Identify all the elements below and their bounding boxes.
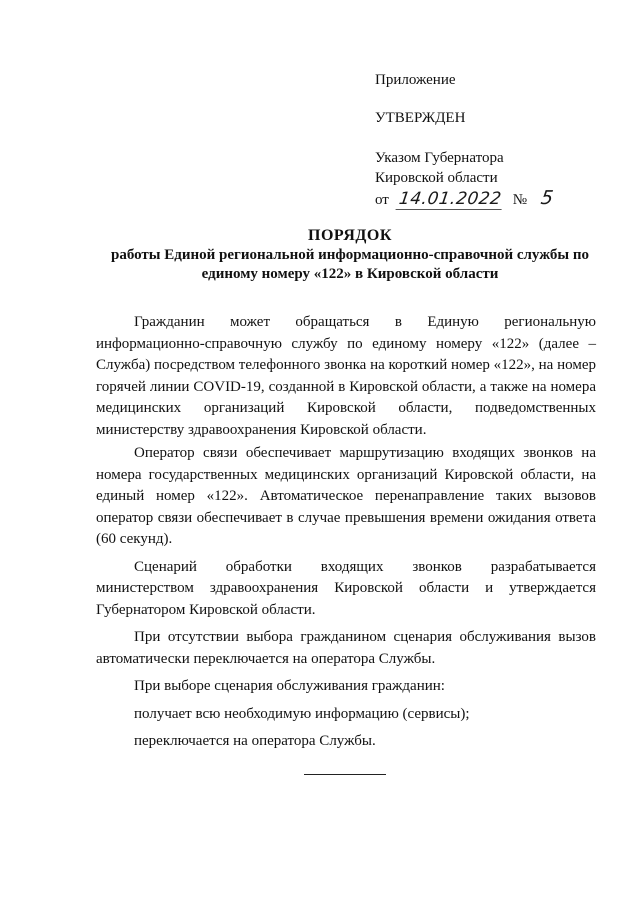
approved-label: УТВЕРЖДЕН xyxy=(375,110,466,126)
list-item-1: получает всю необходимую информацию (сервисы); xyxy=(134,705,470,722)
paragraph-5: При выборе сценария обслуживания гражданин: xyxy=(134,678,445,694)
handwritten-number: 5 xyxy=(539,187,555,209)
decree-line-1: Указом Губернатора xyxy=(375,150,504,166)
document-title-block xyxy=(60,226,640,284)
paragraph-2: Оператор связи обеспечивает маршрутизацию входящих звонков на номера государственных медицинских организаций Кировской области, на единый номер «122». Автоматическое перенаправление таких вызовов оператор связи обеспечивает в случае превышения времени ожидания ответа (60 секунд). xyxy=(96,445,596,547)
number-sign: № xyxy=(512,192,528,208)
appendix-label: Приложение xyxy=(375,72,456,88)
document-subtitle: работы Единой региональной информационно-справочной службы по единому номеру «122» в Кировской области xyxy=(110,247,590,282)
paragraph-4: При отсутствии выбора гражданином сценария обслуживания вызов автоматически переключается на оператора Службы. xyxy=(96,629,596,667)
paragraph-3: Сценарий обработки входящих звонков разрабатывается министерством здравоохранения Кировской области и утверждается Губернатором Кировской области. xyxy=(96,558,596,618)
approval-block xyxy=(375,70,615,210)
decree-line-2: Кировской области xyxy=(375,170,498,186)
decree-date-line xyxy=(375,188,615,210)
paragraph-1: Гражданин может обращаться в Единую региональную информационно-справочную службу по единому номеру «122» (далее – Служба) посредством телефонного звонка на короткий номер «122», на номер горячей линии COVID-19, созданной в Кировской области, а также на номера медицинских организаций Кировской области, подведомственных министерству здравоохранения Кировской области. xyxy=(96,314,596,438)
list-item-2: переключается на оператора Службы. xyxy=(134,733,376,749)
date-prefix: от xyxy=(375,192,389,208)
end-separator-line xyxy=(304,774,386,775)
document-body xyxy=(96,312,596,753)
handwritten-date: 14.01.2022 xyxy=(395,189,504,210)
document-title: ПОРЯДОК xyxy=(308,227,392,244)
